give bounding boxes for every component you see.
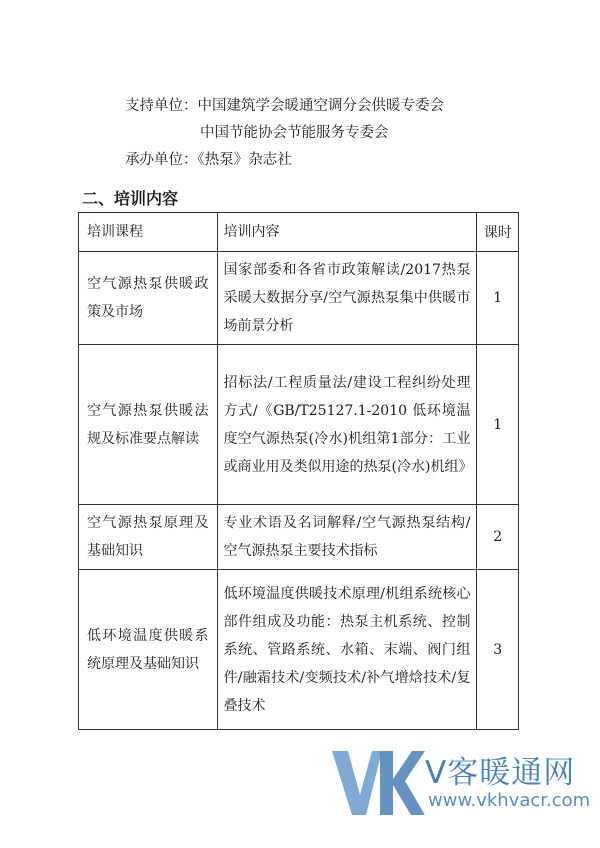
header-hours: 课时 (477, 213, 519, 252)
content-cell: 国家部委和各省市政策解读/2017热泵采暖大数据分享/空气源热泵集中供暖市场前景分析 (217, 252, 477, 345)
table-row (79, 570, 519, 730)
section-title: 二、培训内容 (82, 189, 179, 208)
table-row (79, 345, 519, 505)
hours-cell: 1 (477, 345, 519, 505)
vk-logo-icon (330, 745, 425, 823)
course-cell: 低环境温度供暖系统原理及基础知识 (79, 570, 218, 730)
site-watermark (330, 745, 590, 825)
organizer-line: 承办单位：《热泵》杂志社 (125, 152, 292, 168)
support-line-2: 中国节能协会节能服务专委会 (200, 125, 389, 141)
course-cell: 空气源热泵供暖法规及标准要点解读 (79, 345, 218, 505)
hours-cell: 1 (477, 252, 519, 345)
training-table (78, 212, 519, 730)
course-cell: 空气源热泵原理及基础知识 (79, 505, 218, 570)
header-content: 培训内容 (217, 213, 477, 252)
table-row (79, 252, 519, 345)
content-cell: 专业术语及名词解释/空气源热泵结构/空气源热泵主要技术指标 (217, 505, 477, 570)
content-cell: 招标法/工程质量法/建设工程纠纷处理方式/《GB/T25127.1-2010 低环境温度空气源热泵(冷水)机组第1部分：工业或商业用及类似用途的热泵(冷水)机组》 (217, 345, 477, 505)
content-cell: 低环境温度供暖技术原理/机组系统核心部件组成及功能：热泵主机系统、控制系统、管路系统、水箱、末端、阀门组件/融霜技术/变频技术/补气增焓技术/复叠技术 (217, 570, 477, 730)
site-name: V客暖通网 (425, 755, 576, 791)
hours-cell: 3 (477, 570, 519, 730)
hours-cell: 2 (477, 505, 519, 570)
support-line-1: 支持单位：中国建筑学会暖通空调分会供暖专委会 (125, 98, 444, 114)
table-header-row (79, 213, 519, 252)
support-units (125, 93, 444, 174)
table-row (79, 505, 519, 570)
site-url: www.vkhvacr.com (428, 790, 591, 811)
header-course: 培训课程 (79, 213, 218, 252)
course-cell: 空气源热泵供暖政策及市场 (79, 252, 218, 345)
